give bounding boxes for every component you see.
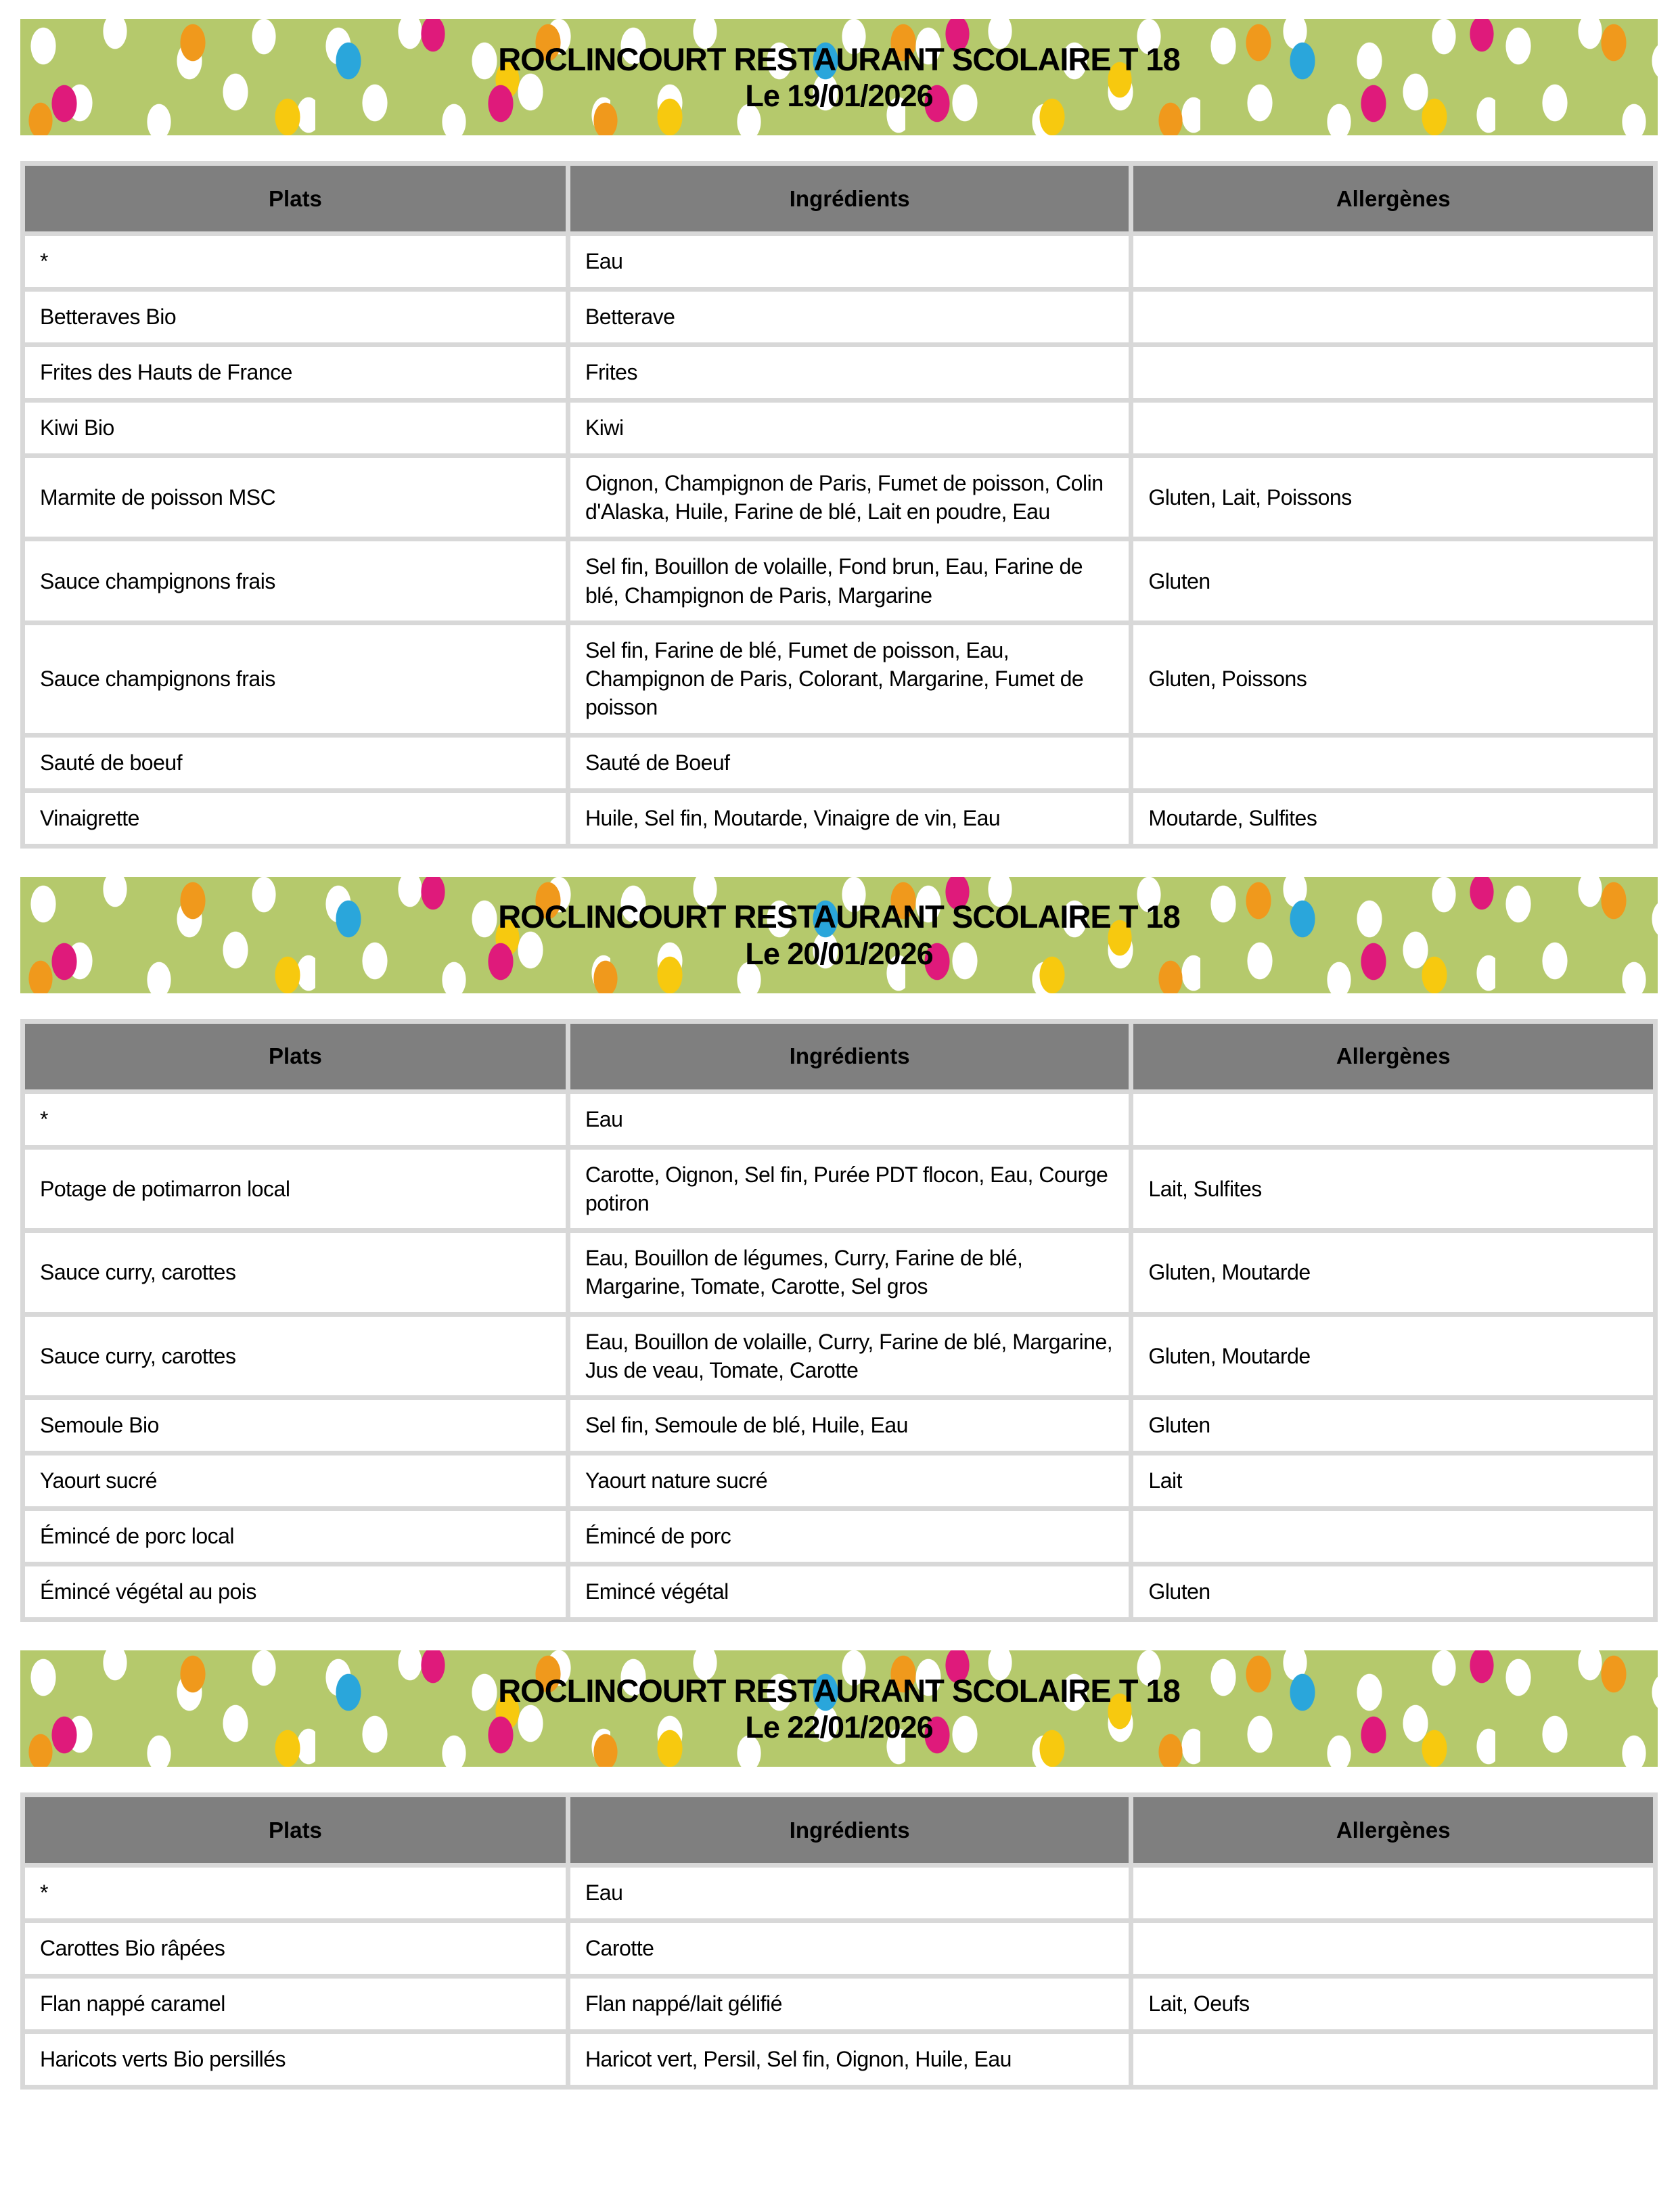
plat-cell: Yaourt sucré: [23, 1453, 568, 1509]
allergenes-cell: Gluten, Moutarde: [1131, 1314, 1656, 1397]
plat-cell: Betteraves Bio: [23, 290, 568, 345]
table-row: [23, 401, 1656, 456]
plat-cell: Marmite de poisson MSC: [23, 456, 568, 539]
table-header-row: [23, 1795, 1656, 1866]
menu-day-section-1: [20, 19, 1658, 849]
table-row: [23, 1453, 1656, 1509]
ingredients-cell: Eau, Bouillon de légumes, Curry, Farine de blé, Margarine, Tomate, Carotte, Sel gros: [568, 1231, 1131, 1314]
allergenes-cell: Moutarde, Sulfites: [1131, 790, 1656, 846]
table-row: [23, 1398, 1656, 1453]
allergenes-cell: [1131, 345, 1656, 401]
table-row: [23, 1921, 1656, 1977]
allergenes-cell: Lait, Oeufs: [1131, 1977, 1656, 2032]
allergenes-cell: [1131, 1921, 1656, 1977]
ingredients-cell: Eau: [568, 234, 1131, 290]
table-row: [23, 234, 1656, 290]
table-row: [23, 290, 1656, 345]
allergenes-cell: Gluten, Moutarde: [1131, 1231, 1656, 1314]
ingredients-cell: Eau, Bouillon de volaille, Curry, Farine de blé, Margarine, Jus de veau, Tomate, Carotte: [568, 1314, 1131, 1397]
menu-day-section-2: [20, 877, 1658, 1622]
banner-date: Le 20/01/2026: [745, 936, 933, 971]
plat-cell: Sauce curry, carottes: [23, 1231, 568, 1314]
table-row: [23, 735, 1656, 790]
allergenes-cell: Lait: [1131, 1453, 1656, 1509]
menu-table: [20, 1792, 1658, 2090]
allergenes-cell: Gluten, Poissons: [1131, 623, 1656, 735]
plat-cell: Émincé végétal au pois: [23, 1564, 568, 1620]
allergenes-cell: [1131, 1866, 1656, 1921]
ingredients-cell: Sel fin, Farine de blé, Fumet de poisson, Eau, Champignon de Paris, Colorant, Margarine, Fumet de poisson: [568, 623, 1131, 735]
plat-cell: *: [23, 1091, 568, 1147]
ingredients-cell: Yaourt nature sucré: [568, 1453, 1131, 1509]
ingredients-cell: Huile, Sel fin, Moutarde, Vinaigre de vin, Eau: [568, 790, 1131, 846]
plat-cell: Potage de potimarron local: [23, 1147, 568, 1230]
plat-cell: Haricots verts Bio persillés: [23, 2032, 568, 2087]
plat-cell: Sauce curry, carottes: [23, 1314, 568, 1397]
ingredients-cell: Flan nappé/lait gélifié: [568, 1977, 1131, 2032]
table-row: [23, 623, 1656, 735]
plat-cell: Sauce champignons frais: [23, 623, 568, 735]
table-row: [23, 1091, 1656, 1147]
ingredients-cell: Betterave: [568, 290, 1131, 345]
ingredients-cell: Émincé de porc: [568, 1509, 1131, 1564]
allergenes-cell: [1131, 1091, 1656, 1147]
table-row: [23, 790, 1656, 846]
table-header-row: [23, 1021, 1656, 1091]
column-header-plats: Plats: [23, 164, 568, 234]
menu-table: [20, 161, 1658, 849]
ingredients-cell: Eau: [568, 1091, 1131, 1147]
plat-cell: Frites des Hauts de France: [23, 345, 568, 401]
column-header-ingredients: Ingrédients: [568, 1021, 1131, 1091]
banner-title: ROCLINCOURT RESTAURANT SCOLAIRE T 18: [498, 41, 1180, 77]
menu-banner: [20, 877, 1658, 993]
table-row: [23, 1231, 1656, 1314]
ingredients-cell: Kiwi: [568, 401, 1131, 456]
plat-cell: Kiwi Bio: [23, 401, 568, 456]
banner-date: Le 22/01/2026: [745, 1710, 933, 1745]
banner-date: Le 19/01/2026: [745, 78, 933, 114]
allergenes-cell: [1131, 1509, 1656, 1564]
allergenes-cell: Gluten: [1131, 1564, 1656, 1620]
ingredients-cell: Haricot vert, Persil, Sel fin, Oignon, Huile, Eau: [568, 2032, 1131, 2087]
plat-cell: Émincé de porc local: [23, 1509, 568, 1564]
table-row: [23, 539, 1656, 623]
table-row: [23, 1866, 1656, 1921]
allergenes-cell: [1131, 290, 1656, 345]
menu-banner: [20, 19, 1658, 135]
table-row: [23, 1147, 1656, 1230]
column-header-ingredients: Ingrédients: [568, 164, 1131, 234]
allergenes-cell: [1131, 735, 1656, 790]
ingredients-cell: Oignon, Champignon de Paris, Fumet de poisson, Colin d'Alaska, Huile, Farine de blé, Lait en poudre, Eau: [568, 456, 1131, 539]
allergenes-cell: [1131, 234, 1656, 290]
ingredients-cell: Sauté de Boeuf: [568, 735, 1131, 790]
column-header-allergenes: Allergènes: [1131, 1021, 1656, 1091]
table-row: [23, 2032, 1656, 2087]
menu-table: [20, 1019, 1658, 1622]
table-header-row: [23, 164, 1656, 234]
ingredients-cell: Carotte, Oignon, Sel fin, Purée PDT flocon, Eau, Courge potiron: [568, 1147, 1131, 1230]
ingredients-cell: Frites: [568, 345, 1131, 401]
plat-cell: Sauce champignons frais: [23, 539, 568, 623]
plat-cell: Carottes Bio râpées: [23, 1921, 568, 1977]
table-row: [23, 1977, 1656, 2032]
banner-title: ROCLINCOURT RESTAURANT SCOLAIRE T 18: [498, 899, 1180, 935]
column-header-plats: Plats: [23, 1021, 568, 1091]
table-row: [23, 456, 1656, 539]
allergenes-cell: Gluten: [1131, 1398, 1656, 1453]
ingredients-cell: Emincé végétal: [568, 1564, 1131, 1620]
ingredients-cell: Sel fin, Semoule de blé, Huile, Eau: [568, 1398, 1131, 1453]
ingredients-cell: Eau: [568, 1866, 1131, 1921]
table-row: [23, 1314, 1656, 1397]
plat-cell: Vinaigrette: [23, 790, 568, 846]
allergenes-cell: Gluten, Lait, Poissons: [1131, 456, 1656, 539]
banner-title: ROCLINCOURT RESTAURANT SCOLAIRE T 18: [498, 1672, 1180, 1709]
table-row: [23, 345, 1656, 401]
column-header-ingredients: Ingrédients: [568, 1795, 1131, 1866]
plat-cell: *: [23, 234, 568, 290]
ingredients-cell: Sel fin, Bouillon de volaille, Fond brun, Eau, Farine de blé, Champignon de Paris, Margarine: [568, 539, 1131, 623]
table-row: [23, 1564, 1656, 1620]
allergenes-cell: [1131, 401, 1656, 456]
menu-day-section-3: [20, 1650, 1658, 2090]
plat-cell: Sauté de boeuf: [23, 735, 568, 790]
column-header-allergenes: Allergènes: [1131, 164, 1656, 234]
allergenes-cell: Lait, Sulfites: [1131, 1147, 1656, 1230]
column-header-allergenes: Allergènes: [1131, 1795, 1656, 1866]
plat-cell: *: [23, 1866, 568, 1921]
menu-banner: [20, 1650, 1658, 1767]
ingredients-cell: Carotte: [568, 1921, 1131, 1977]
table-row: [23, 1509, 1656, 1564]
column-header-plats: Plats: [23, 1795, 568, 1866]
allergenes-cell: [1131, 2032, 1656, 2087]
plat-cell: Flan nappé caramel: [23, 1977, 568, 2032]
plat-cell: Semoule Bio: [23, 1398, 568, 1453]
allergenes-cell: Gluten: [1131, 539, 1656, 623]
